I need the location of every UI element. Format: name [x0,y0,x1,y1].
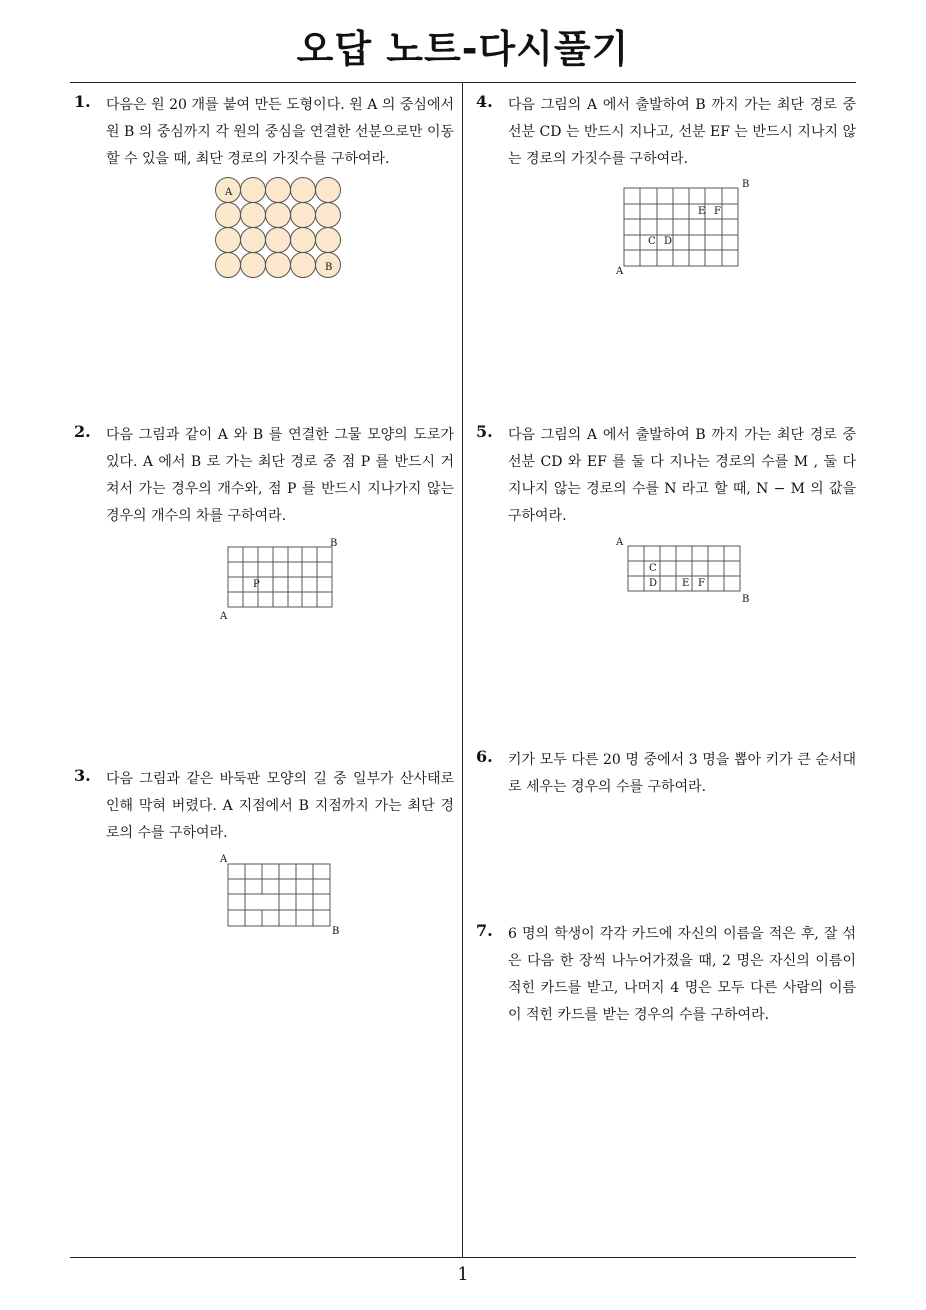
figure-grid-5 [612,534,756,606]
problem-number: 3. [74,766,91,785]
label-a: A [616,537,624,548]
label-a: A [225,187,233,198]
label-e: E [698,206,706,217]
problem-4 [476,92,856,173]
circle [241,228,266,253]
circle [266,178,291,203]
problem-number: 6. [476,747,493,766]
header-rule [70,82,856,83]
figure-grid-p [216,535,346,623]
problem-number: 4. [476,92,493,111]
label-a: A [616,266,624,277]
problem-number: 5. [476,422,493,441]
circle [291,228,316,253]
label-b: B [332,926,340,937]
label-e: E [682,578,690,589]
column-divider [462,82,463,1257]
label-c: C [649,563,657,574]
circle [241,178,266,203]
problem-6 [476,747,856,801]
label-a: A [220,854,228,865]
label-c: C [648,236,656,247]
page-title: 오답 노트-다시풀기 [296,27,630,71]
problem-text: 다음은 원 20 개를 붙여 만든 도형이다. 원 A 의 중심에서 원 B 의 중심까지 각 원의 중심을 연결한 선분으로만 이동할 수 있을 때, 최단 경로의 가짓수를 구하여라. [106,97,454,167]
problem-1 [74,92,454,173]
label-d: D [664,236,673,247]
circle [266,253,291,278]
label-b: B [742,594,750,605]
circle [316,178,341,203]
problem-text: 다음 그림의 A 에서 출발하여 B 까지 가는 최단 경로 중 선분 CD 와 EF 를 둘 다 지나는 경로의 수를 M , 둘 다 지나지 않는 경로의 수를 N 라고 할 때, N − M 의 값을 구하여라. [508,427,856,524]
page-number: 1 [457,1264,469,1285]
label-b: B [330,538,338,549]
label-d: D [649,578,658,589]
label-p: P [253,579,260,590]
figure-grid-cdef [612,176,756,280]
figure-blocked-grid [216,852,348,938]
problem-7 [476,921,856,1029]
label-f: F [714,206,721,217]
problem-text: 다음 그림의 A 에서 출발하여 B 까지 가는 최단 경로 중 선분 CD 는 반드시 지나고, 선분 EF 는 반드시 지나지 않는 경로의 가짓수를 구하여라. [508,97,856,167]
circle [216,253,241,278]
footer-rule [70,1257,856,1258]
label-b: B [325,262,333,273]
problem-text: 키가 모두 다른 20 명 중에서 3 명을 뽑아 키가 큰 순서대로 세우는 경우의 수를 구하여라. [508,752,856,795]
circle [216,203,241,228]
problem-number: 1. [74,92,91,111]
circle [266,203,291,228]
circle [266,228,291,253]
circle [291,203,316,228]
label-b: B [742,179,750,190]
circle [316,228,341,253]
problem-text: 다음 그림과 같은 바둑판 모양의 길 중 일부가 산사태로 인해 막혀 버렸다. A 지점에서 B 지점까지 가는 최단 경로의 수를 구하여라. [106,771,454,841]
circle [216,228,241,253]
circle [316,203,341,228]
problem-text: 6 명의 학생이 각각 카드에 자신의 이름을 적은 후, 잘 섞은 다음 한 장씩 나누어가졌을 때, 2 명은 자신의 이름이 적힌 카드를 받고, 나머지 4 명은 모두 다른 사람의 이름이 적힌 카드를 받는 경우의 수를 구하여라. [508,926,856,1023]
problem-3 [74,766,454,847]
problem-5 [476,422,856,530]
circle [291,253,316,278]
problem-number: 7. [476,921,493,940]
problem-2 [74,422,454,530]
circle [241,203,266,228]
circle [241,253,266,278]
label-a: A [220,611,228,622]
figure-circles [214,176,346,282]
problem-text: 다음 그림과 같이 A 와 B 를 연결한 그물 모양의 도로가 있다. A 에서 B 로 가는 최단 경로 중 점 P 를 반드시 거쳐서 가는 경우의 개수와, 점 P 를 반드시 지나가지 않는 경우의 개수의 차를 구하여라. [106,427,454,524]
circle [291,178,316,203]
label-f: F [698,578,705,589]
problem-number: 2. [74,422,91,441]
